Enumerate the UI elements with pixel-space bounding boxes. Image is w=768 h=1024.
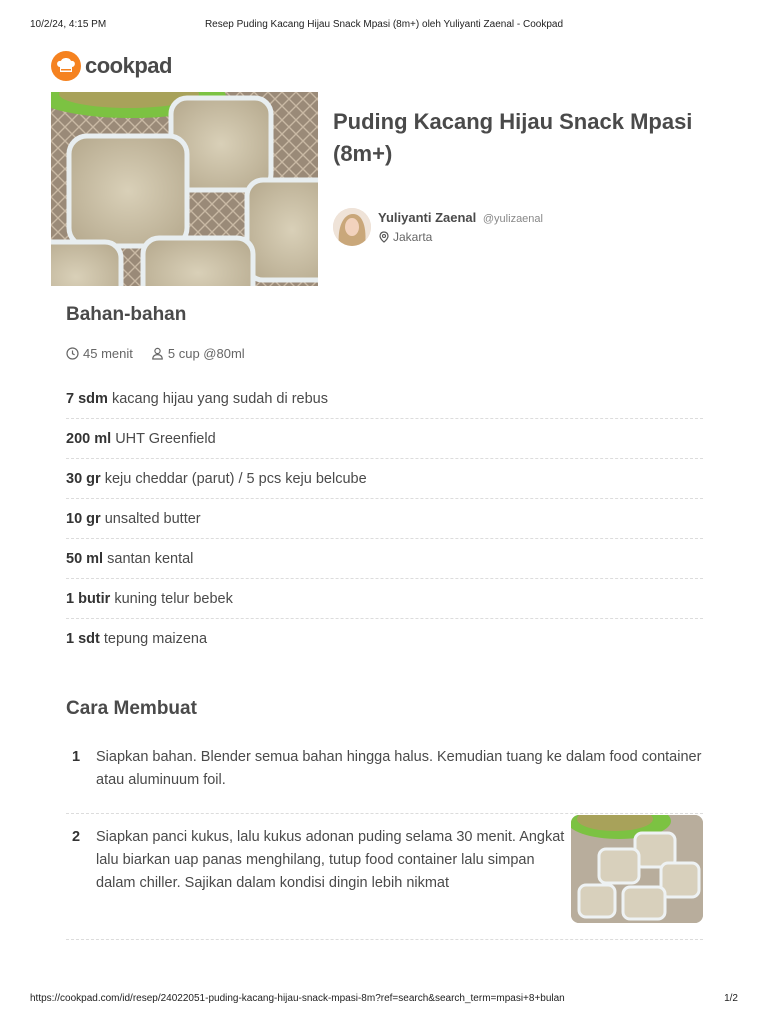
step-list (66, 746, 703, 940)
chef-hat-icon (51, 51, 81, 81)
avatar[interactable] (333, 208, 371, 246)
step-item (66, 814, 703, 940)
print-url: https://cookpad.com/id/resep/24022051-puding-kacang-hijau-snack-mpasi-8m?ref=search&search_term=mpasi+8+bulan (30, 993, 565, 1004)
ingredient-item: 1 sdt tepung maizena (66, 631, 208, 647)
servings: 5 cup @80ml (167, 346, 245, 361)
location-pin-icon (378, 231, 390, 243)
ingredient-list (66, 379, 703, 659)
author-location: Jakarta (393, 229, 433, 244)
cookpad-logo[interactable] (51, 51, 172, 81)
step-number: 2 (72, 829, 81, 845)
recipe-meta (66, 346, 263, 361)
recipe-hero-image (51, 92, 318, 286)
author-block[interactable] (333, 208, 543, 246)
step-text: Siapkan panci kukus, lalu kukus adonan puding selama 30 menit. Angkat lalu biarkan uap panas menghilang, tutup food container lalu simpan dalam chiller. Sajikan dalam kondisi dingin lebih nikmat (96, 829, 565, 891)
recipe-title: Puding Kacang Hijau Snack Mpasi (8m+) (333, 109, 693, 166)
print-header (0, 19, 768, 33)
step-text: Siapkan bahan. Blender semua bahan hingga halus. Kemudian tuang ke dalam food container atau aluminuum foil. (96, 749, 702, 788)
ingredient-item: 10 gr unsalted butter (66, 499, 703, 539)
ingredient-item: 1 butir kuning telur bebek (66, 579, 703, 619)
ingredients-heading: Bahan-bahan (66, 304, 187, 325)
logo-text: cookpad (85, 53, 172, 78)
ingredient-item: 50 ml santan kental (66, 539, 703, 579)
ingredient-item: 30 gr keju cheddar (parut) / 5 pcs keju belcube (66, 459, 703, 499)
clock-icon (66, 347, 79, 360)
print-doc-title: Resep Puding Kacang Hijau Snack Mpasi (8m+) oleh Yuliyanti Zaenal - Cookpad (204, 19, 564, 30)
step-item (66, 746, 703, 814)
step-image[interactable] (571, 815, 703, 923)
author-handle: @yulizaenal (482, 212, 543, 225)
author-name[interactable]: Yuliyanti Zaenal (378, 209, 477, 225)
print-datetime: 10/2/24, 4:15 PM (30, 19, 107, 30)
ingredient-item: 200 ml UHT Greenfield (66, 419, 703, 459)
steps-heading: Cara Membuat (66, 698, 197, 719)
page-number: 1/2 (724, 993, 738, 1004)
person-icon (151, 347, 164, 360)
step-number: 1 (72, 749, 81, 765)
cook-time: 45 menit (83, 346, 133, 361)
ingredient-item: 7 sdm kacang hijau yang sudah di rebus (66, 379, 703, 419)
